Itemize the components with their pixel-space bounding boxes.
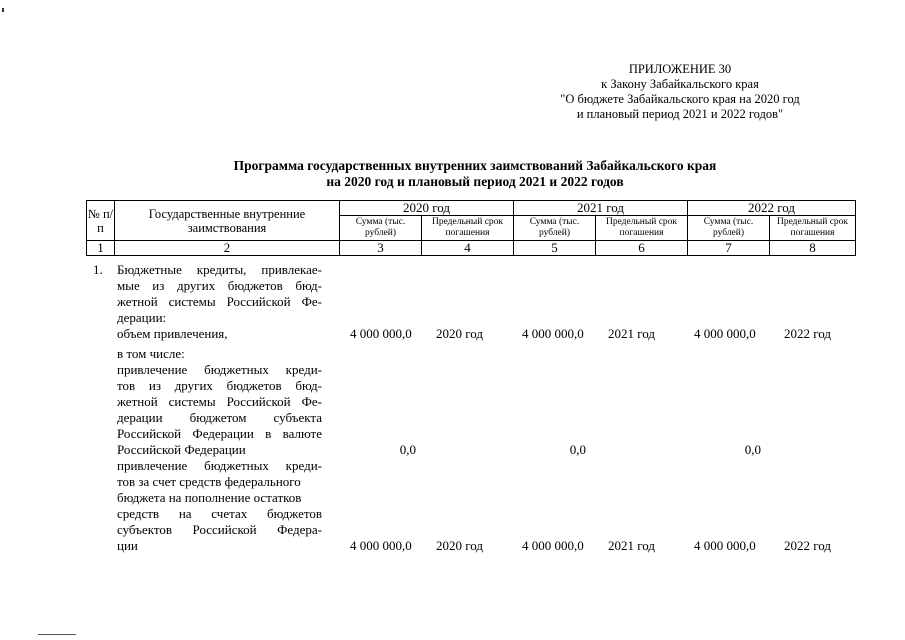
volume-term-2020: 2020 год [436, 326, 483, 341]
column-number-8: 8 [770, 241, 856, 256]
sub-item-1-line: Российской Федерации в валюте [117, 426, 322, 441]
borrowings-table-header [86, 200, 856, 256]
volume-label: объем привлечения, [117, 326, 228, 341]
sub-2-sum-2021: 4 000 000,0 [522, 538, 584, 553]
item-number: 1. [93, 262, 103, 277]
item-1-line: Бюджетные кредиты, привлекае- [117, 262, 322, 277]
sum-header-2020: Сумма (тыс. рублей) [340, 216, 422, 241]
sub-2-term-2021: 2021 год [608, 538, 655, 553]
sub-1-sum-2022: 0,0 [744, 442, 761, 457]
year-header-2020: 2020 год [340, 201, 514, 216]
sub-item-1-line: тов из других бюджетов бюд- [117, 378, 322, 393]
sub-item-2-line: ции [117, 538, 138, 553]
term-header-2022: Предельный срок погашения [770, 216, 856, 241]
appendix-law: к Закону Забайкальского края [601, 77, 759, 91]
column-header-number: № п/п [87, 201, 115, 241]
column-number-3: 3 [340, 241, 422, 256]
column-number-2: 2 [115, 241, 340, 256]
scan-mark [2, 8, 4, 12]
including-label: в том числе: [117, 346, 185, 361]
item-1-line: мые из других бюджетов бюд- [117, 278, 322, 293]
appendix-number: ПРИЛОЖЕНИЕ 30 [628, 62, 732, 76]
sub-item-1-line: Российской Федерации [117, 442, 246, 457]
sum-header-2021: Сумма (тыс. рублей) [514, 216, 596, 241]
volume-sum-2020: 4 000 000,0 [350, 326, 412, 341]
volume-sum-2021: 4 000 000,0 [522, 326, 584, 341]
sub-item-1-description [117, 362, 322, 458]
appendix-heading [540, 62, 820, 122]
item-1-description [117, 262, 322, 326]
sub-2-sum-2022: 4 000 000,0 [694, 538, 756, 553]
column-number-5: 5 [514, 241, 596, 256]
column-number-6: 6 [596, 241, 688, 256]
sum-header-2022: Сумма (тыс. рублей) [688, 216, 770, 241]
title-line-2: на 2020 год и плановый период 2021 и 2022 годов [326, 174, 624, 189]
sub-item-2-line: субъектов Российской Федера- [117, 522, 322, 537]
item-1-line: дерации: [117, 310, 167, 325]
sub-item-2-line: тов за счет средств федерального [117, 474, 301, 489]
sub-item-1-line: дерации бюджетом субъекта [117, 410, 322, 425]
sub-2-term-2022: 2022 год [784, 538, 831, 553]
column-number-7: 7 [688, 241, 770, 256]
column-number-1: 1 [87, 241, 115, 256]
sub-item-1-line: привлечение бюджетных креди- [117, 362, 322, 377]
year-header-2022: 2022 год [688, 201, 856, 216]
sub-item-1-line: жетной системы Российской Фе- [117, 394, 322, 409]
sub-item-2-line: бюджета на пополнение остатков [117, 490, 302, 505]
sub-item-2-line: средств на счетах бюджетов [117, 506, 322, 521]
sub-item-2-line: привлечение бюджетных креди- [117, 458, 322, 473]
sub-1-sum-2021: 0,0 [569, 442, 586, 457]
title-line-1: Программа государственных внутренних заимствований Забайкальского края [233, 158, 717, 173]
column-number-4: 4 [422, 241, 514, 256]
appendix-law-title: "О бюджете Забайкальского края на 2020 год [560, 92, 800, 106]
term-header-2021: Предельный срок погашения [596, 216, 688, 241]
sub-1-sum-2020: 0,0 [399, 442, 416, 457]
sub-2-sum-2020: 4 000 000,0 [350, 538, 412, 553]
footer-rule [38, 634, 76, 635]
volume-term-2021: 2021 год [608, 326, 655, 341]
document-title [180, 158, 770, 190]
sub-2-term-2020: 2020 год [436, 538, 483, 553]
term-header-2020: Предельный срок погашения [422, 216, 514, 241]
volume-term-2022: 2022 год [784, 326, 831, 341]
item-1-line: жетной системы Российской Фе- [117, 294, 322, 309]
appendix-law-period: и плановый период 2021 и 2022 годов" [576, 107, 784, 121]
volume-sum-2022: 4 000 000,0 [694, 326, 756, 341]
sub-item-2-description [117, 458, 322, 554]
column-header-borrowings: Государственные внутренние заимствования [115, 201, 340, 241]
year-header-2021: 2021 год [514, 201, 688, 216]
